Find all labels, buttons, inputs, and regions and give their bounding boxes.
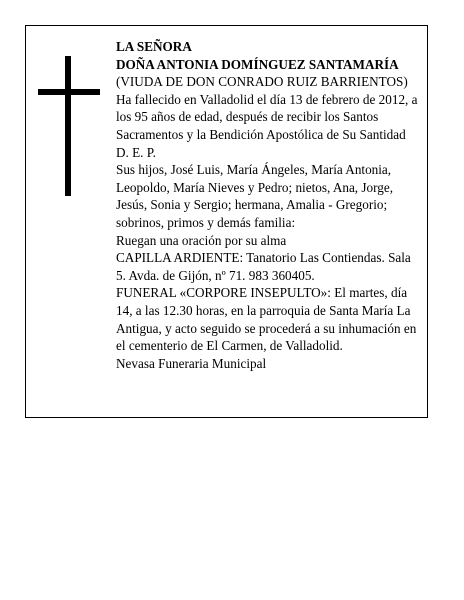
funeral-info: FUNERAL «CORPORE INSEPULTO»: El martes, día 14, a las 12.30 horas, en la parroquia de Santa María La Antigua, y acto seguido se procederá a su inhumación en el cementerio de El Carmen, de Valladolid. — [116, 285, 417, 354]
prayer-request: Ruegan una oración por su alma — [116, 232, 287, 248]
notice-text — [116, 38, 421, 372]
widow-of: (VIUDA DE DON CONRADO RUIZ BARRIENTOS) — [116, 74, 408, 90]
notice-title: LA SEÑORA — [116, 39, 192, 54]
cross-vertical-bar — [65, 56, 71, 196]
chapel-info: CAPILLA ARDIENTE: Tanatorio Las Contiendas. Sala 5. Avda. de Gijón, nº 71. 983 360405. — [116, 250, 411, 283]
rip-line: D. E. P. — [116, 144, 156, 160]
announcement: Ha fallecido en Valladolid el día 13 de febrero de 2012, a los 95 años de edad, después de recibir los Santos Sacramentos y la Bendición Apostólica de Su Santidad — [116, 91, 418, 142]
cross-icon — [38, 56, 100, 196]
funeral-home: Nevasa Funeraria Municipal — [116, 355, 267, 371]
cross-horizontal-bar — [38, 89, 100, 95]
deceased-name: DOÑA ANTONIA DOMÍNGUEZ SANTAMARÍA — [116, 56, 399, 72]
family-list: Sus hijos, José Luis, María Ángeles, María Antonia, Leopoldo, María Nieves y Pedro; nietos, Ana, Jorge, Jesús, Sonia y Sergio; hermana, Amalia - Gregorio; sobrinos, primos y demás familia: — [116, 162, 394, 230]
